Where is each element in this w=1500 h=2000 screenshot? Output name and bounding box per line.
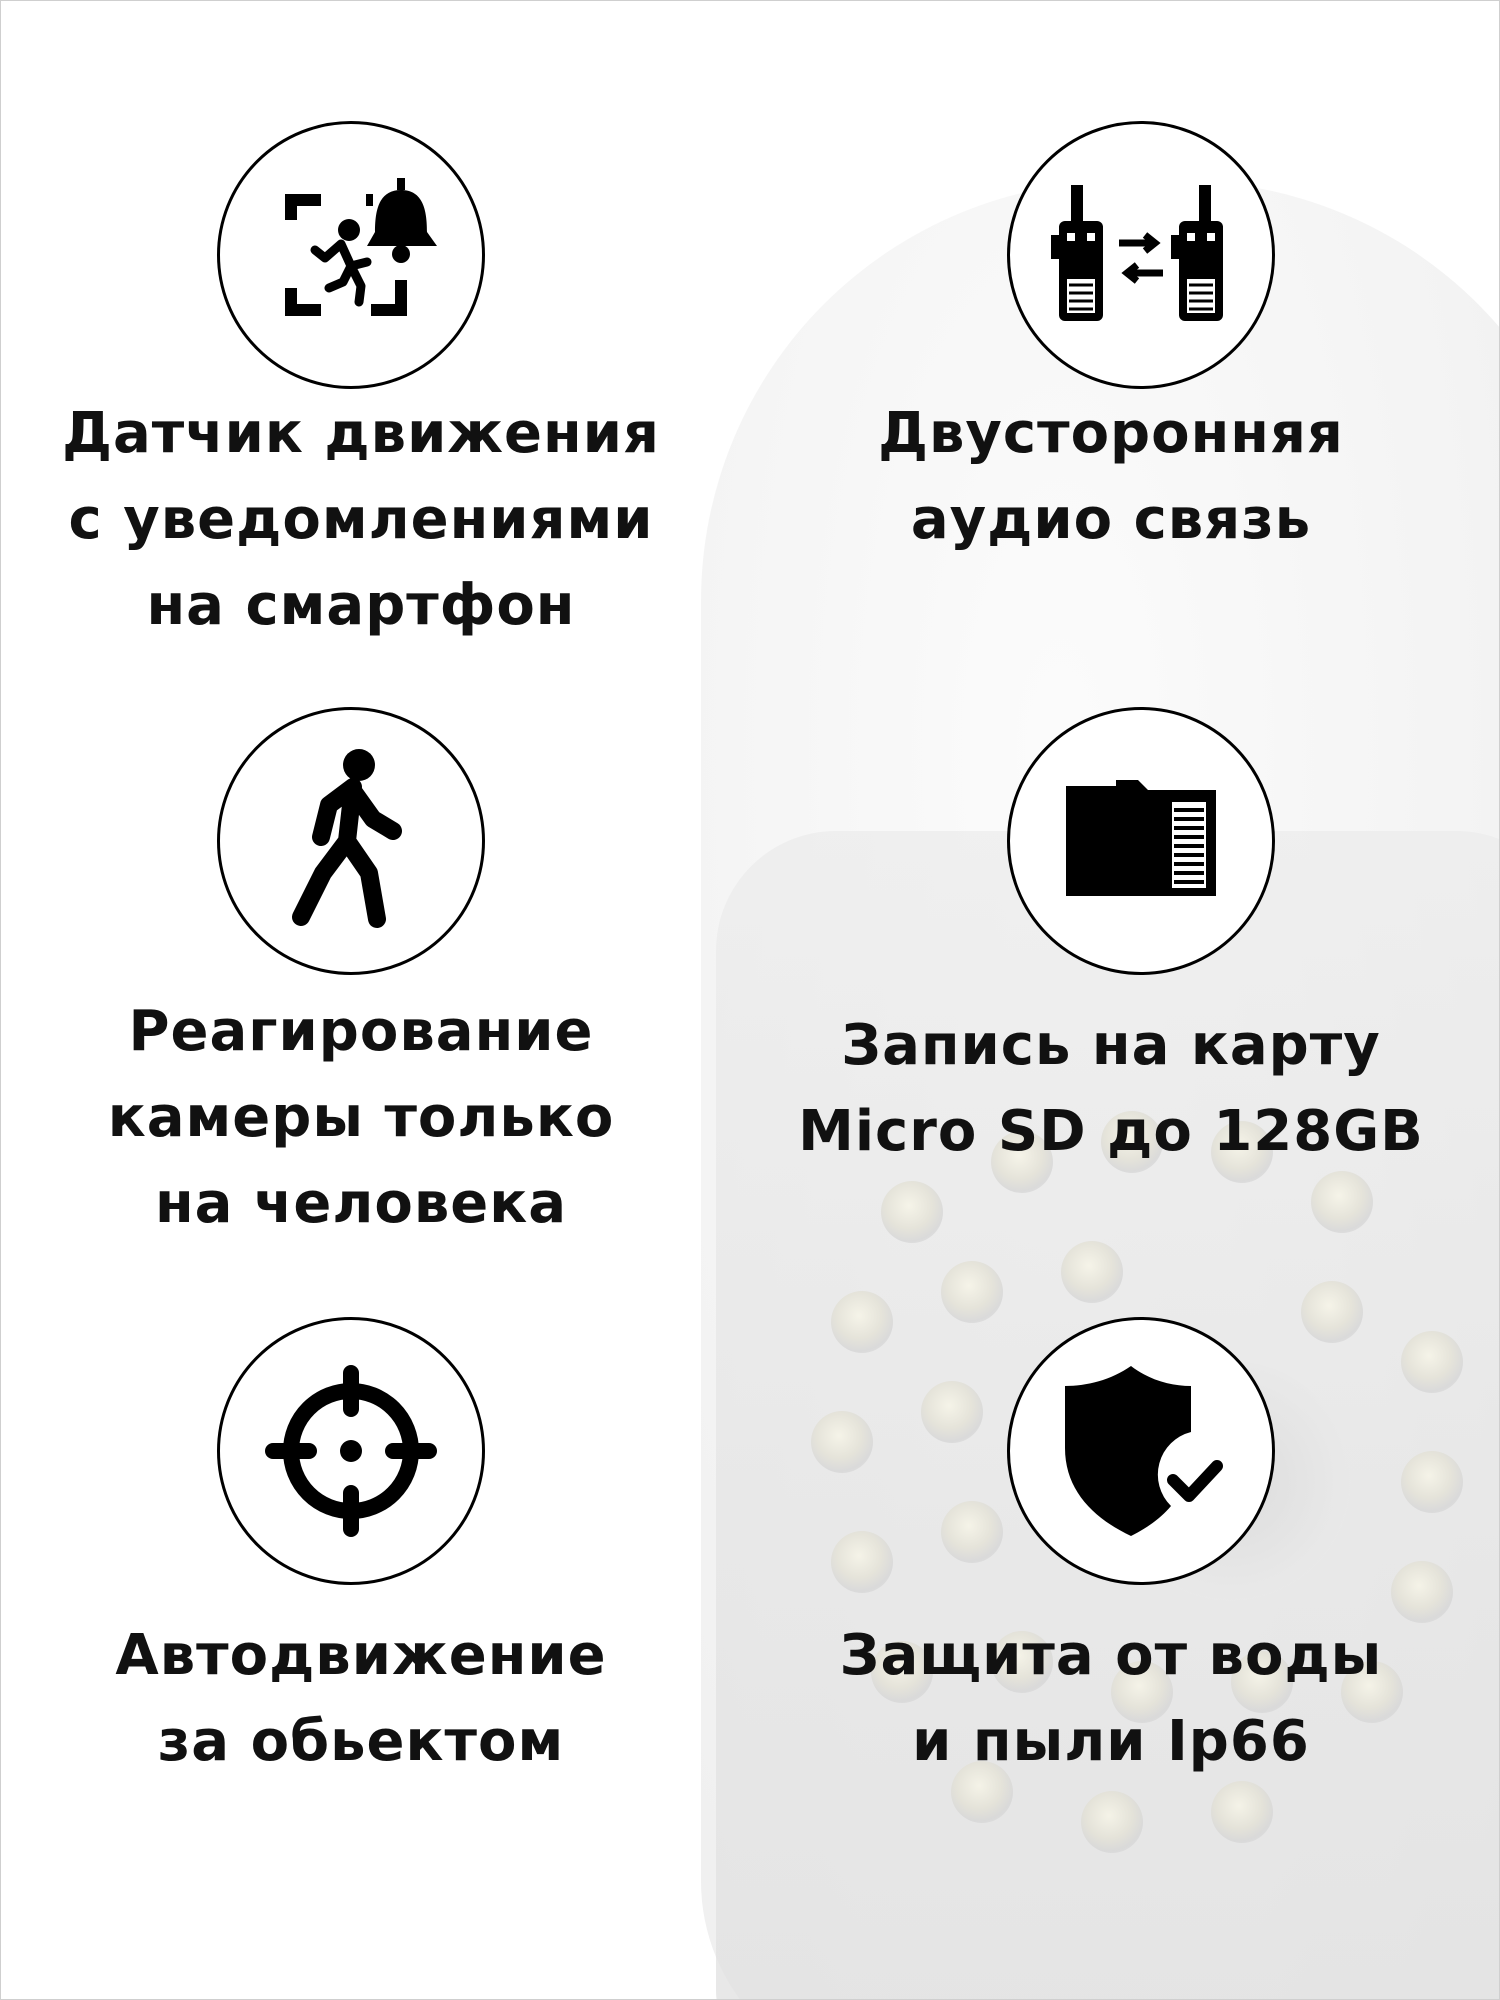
feature-two-way-audio (761, 121, 1461, 561)
label-line: Micro SD до 128GB (798, 1099, 1424, 1164)
icon-circle (217, 1317, 485, 1585)
feature-label (11, 391, 711, 649)
feature-label (761, 1003, 1461, 1175)
label-line: камеры только (107, 1085, 615, 1150)
feature-water-protection (761, 1317, 1461, 1797)
label-line: и пыли Ip66 (912, 1709, 1310, 1774)
label-line: на человека (154, 1171, 568, 1236)
label-line: Реагирование (128, 999, 594, 1064)
label-line: Двусторонняя (878, 401, 1344, 466)
label-line: Датчик движения (62, 401, 660, 466)
label-line: аудио связь (910, 487, 1312, 552)
feature-label (11, 989, 711, 1247)
feature-label (11, 1613, 711, 1785)
feature-label (761, 1613, 1461, 1785)
feature-sd-card (761, 707, 1461, 1187)
label-line: за обьектом (157, 1709, 565, 1774)
label-line: на смартфон (146, 573, 576, 638)
walkie-talkie-icon (1041, 165, 1241, 345)
icon-circle (1007, 707, 1275, 975)
icon-circle (217, 121, 485, 389)
feature-human-detection (11, 707, 711, 1247)
crosshair-target-icon (251, 1351, 451, 1551)
icon-circle (217, 707, 485, 975)
feature-motion-sensor (11, 121, 711, 641)
label-line: с уведомлениями (68, 487, 654, 552)
icon-circle (1007, 121, 1275, 389)
label-line: Защита от воды (839, 1623, 1383, 1688)
micro-sd-card-icon (1056, 776, 1226, 906)
walking-person-icon (271, 741, 431, 941)
feature-auto-tracking (11, 1317, 711, 1797)
label-line: Запись на карту (841, 1013, 1381, 1078)
label-line: Автодвижение (115, 1623, 607, 1688)
feature-label (761, 391, 1461, 563)
shield-check-icon (1051, 1356, 1231, 1546)
motion-alarm-icon (251, 170, 451, 340)
icon-circle (1007, 1317, 1275, 1585)
